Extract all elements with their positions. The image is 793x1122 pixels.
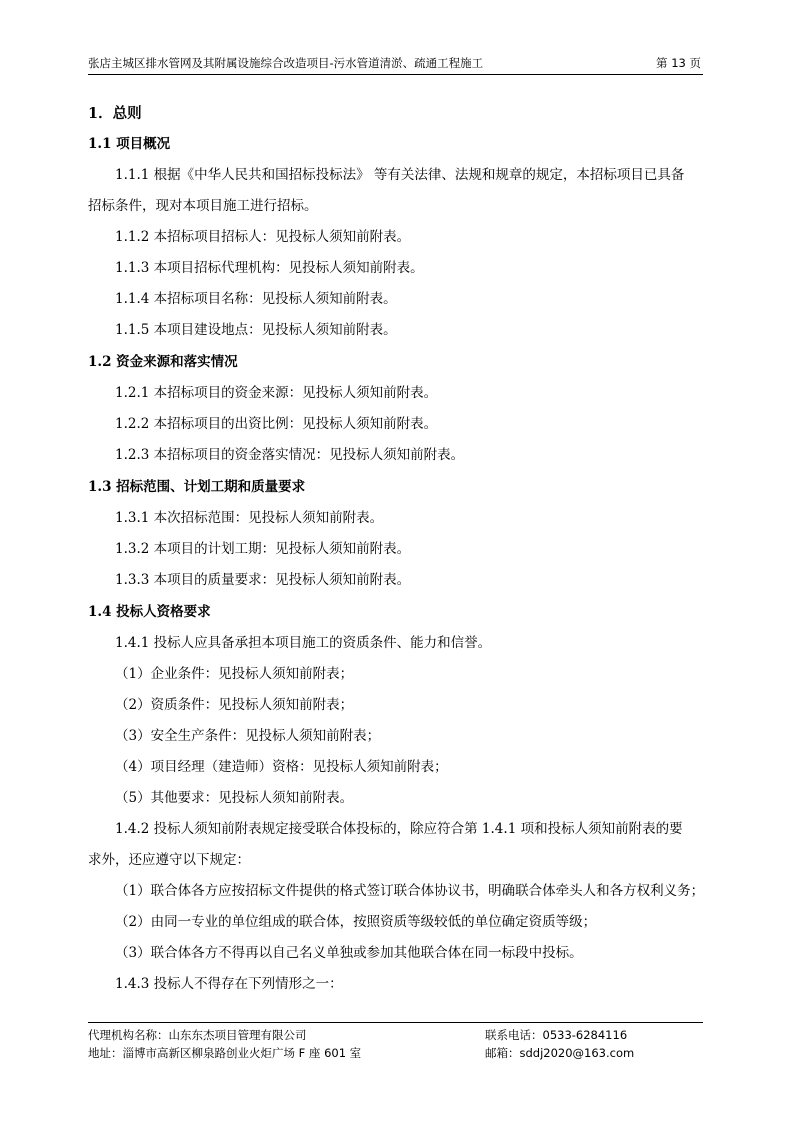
section-heading-1-4: 1.4 投标人资格要求: [88, 604, 211, 620]
paragraph: 1.2.3 本招标项目的资金落实情况：见投标人须知前附表。: [115, 447, 465, 463]
header-page-number: 第 13 页: [656, 56, 701, 70]
paragraph: 1.4.1 投标人应具备承担本项目施工的资质条件、能力和信誉。: [115, 635, 492, 651]
section-heading-1-2: 1.2 资金来源和落实情况: [88, 354, 238, 370]
footer-phone: 联系电话：0533-6284116: [485, 1028, 628, 1042]
footer-address: 地址：淄博市高新区柳泉路创业火炬广场 F 座 601 室: [88, 1046, 362, 1060]
paragraph: 1.4.2 投标人须知前附表规定接受联合体投标的，除应符合第 1.4.1 项和投标人须知前附表的要: [115, 821, 683, 837]
list-item: （1）企业条件：见投标人须知前附表；: [115, 666, 354, 682]
list-item: （2）由同一专业的单位组成的联合体，按照资质等级较低的单位确定资质等级；: [115, 914, 597, 930]
paragraph: 1.1.1 根据《中华人民共和国招标投标法》 等有关法律、法规和规章的规定，本招标项目已具备: [115, 167, 685, 183]
page-header: [88, 55, 703, 73]
paragraph: 1.2.1 本招标项目的资金来源：见投标人须知前附表。: [115, 385, 438, 401]
paragraph: 1.2.2 本招标项目的出资比例：见投标人须知前附表。: [115, 416, 438, 432]
paragraph: 1.3.1 本次招标范围：见投标人须知前附表。: [115, 510, 384, 526]
paragraph: 1.4.3 投标人不得存在下列情形之一：: [115, 976, 343, 992]
paragraph: 1.3.3 本项目的质量要求：见投标人须知前附表。: [115, 572, 411, 588]
document-body: [88, 100, 703, 1000]
page-footer: [88, 1026, 703, 1062]
paragraph: 1.1.5 本项目建设地点：见投标人须知前附表。: [115, 322, 397, 338]
paragraph: 1.3.2 本项目的计划工期：见投标人须知前附表。: [115, 541, 411, 557]
footer-email: 邮箱：sddj2020@163.com: [485, 1046, 635, 1060]
header-project-title: 张店主城区排水管网及其附属设施综合改造项目-污水管道清淤、疏通工程施工: [88, 56, 484, 70]
paragraph-continuation: 求外，还应遵守以下规定：: [88, 852, 250, 868]
footer-agency: 代理机构名称：山东东杰项目管理有限公司: [88, 1028, 307, 1042]
list-item: （1）联合体各方应按招标文件提供的格式签订联合体协议书，明确联合体牵头人和各方权利义务；: [115, 883, 705, 899]
list-item: （2）资质条件：见投标人须知前附表；: [115, 697, 354, 713]
footer-divider: [88, 1022, 703, 1023]
chapter-heading: 1．总则: [88, 105, 142, 122]
section-heading-1-1: 1.1 项目概况: [88, 136, 171, 152]
paragraph: 1.1.4 本招标项目名称：见投标人须知前附表。: [115, 291, 397, 307]
section-heading-1-3: 1.3 招标范围、计划工期和质量要求: [88, 479, 306, 495]
paragraph: 1.1.2 本招标项目招标人：见投标人须知前附表。: [115, 229, 411, 245]
list-item: （4）项目经理（建造师）资格：见投标人须知前附表；: [115, 759, 448, 775]
list-item: （3）联合体各方不得再以自己名义单独或参加其他联合体在同一标段中投标。: [115, 945, 583, 961]
list-item: （3）安全生产条件：见投标人须知前附表；: [115, 728, 381, 744]
paragraph: 1.1.3 本项目招标代理机构：见投标人须知前附表。: [115, 260, 424, 276]
paragraph-continuation: 招标条件，现对本项目施工进行招标。: [88, 198, 318, 214]
list-item: （5）其他要求：见投标人须知前附表。: [115, 790, 354, 806]
header-divider: [88, 74, 703, 75]
